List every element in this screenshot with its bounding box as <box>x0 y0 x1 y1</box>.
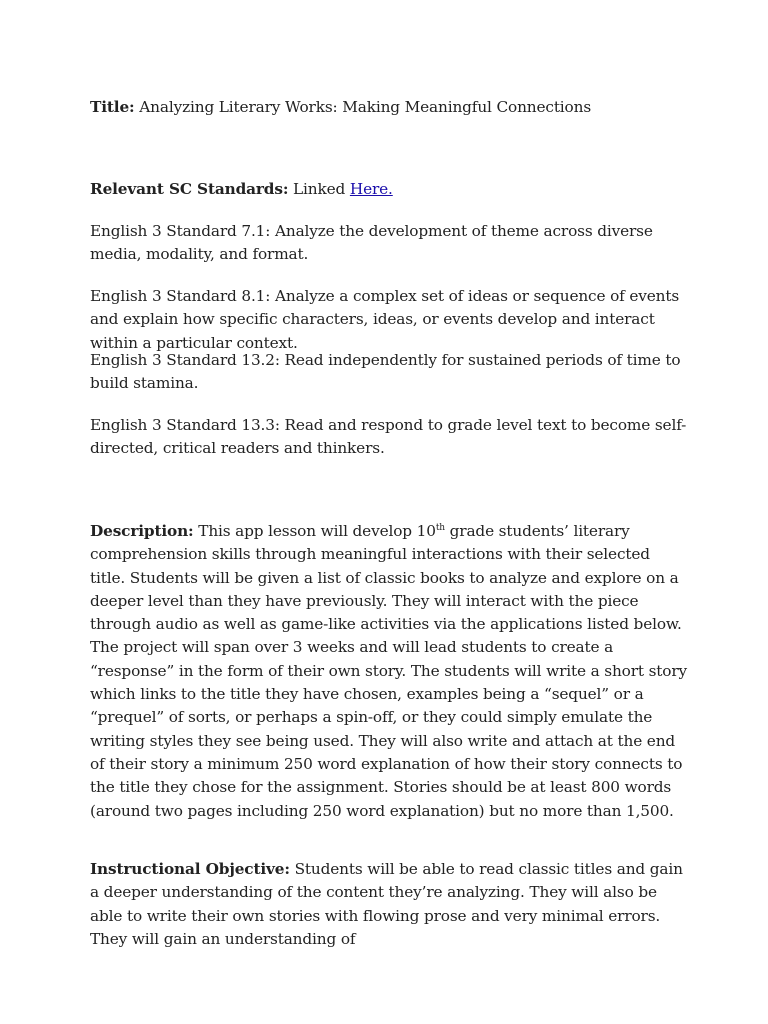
ordinal-suffix: th <box>435 522 445 533</box>
standard-item: English 3 Standard 13.3: Read and respond to grade level text to become self-directed, critical readers and thinkers. <box>90 416 687 458</box>
title-line <box>90 96 688 119</box>
standard-item: English 3 Standard 13.2: Read independently for sustained periods of time to build stamina. <box>90 351 681 393</box>
standards-text: Linked <box>293 180 346 198</box>
standards-link[interactable]: Here. <box>349 180 393 198</box>
description-label: Description: <box>90 522 194 540</box>
description-text-start: This app lesson will develop 10 <box>198 522 436 540</box>
objective-paragraph <box>90 858 688 951</box>
standard-item: English 3 Standard 7.1: Analyze the development of theme across diverse media, modality, and format. <box>90 222 653 264</box>
standards-label: Relevant SC Standards: <box>90 180 289 198</box>
standard-item: English 3 Standard 8.1: Analyze a complex set of ideas or sequence of events and explain how specific characters, ideas, or events develop and interact within a particular context. <box>90 287 680 352</box>
description-text-rest: grade students’ literary comprehension skills through meaningful interactions with their selected title. Students will be given a list of classic books to analyze and explore on a deeper level than they have previously. They will interact with the piece through audio as well as game-like activities via the applications listed below. The project will span over 3 weeks and will lead students to create a “response” in the form of their own story. The students will write a short story which links to the title they have chosen, examples being a “sequel” or a “prequel” of sorts, or perhaps a spin-off, or they could simply emulate the writing styles they see being used. They will also write and attach at the end of their story a minimum 250 word explanation of how their story connects to the title they chose for the assignment. Stories should be at least 800 words (around two pages including 250 word explanation) but no more than 1,500. <box>90 522 688 820</box>
description-paragraph <box>90 520 688 823</box>
objective-text: Students will be able to read classic titles and gain a deeper understanding of the content they’re analyzing. They will also be able to write their own stories with flowing prose and very minimal errors. They will gain an understanding of <box>90 860 683 948</box>
title-label: Title: <box>90 98 135 116</box>
standards-line <box>90 178 688 201</box>
objective-label: Instructional Objective: <box>90 860 290 878</box>
title-text: Analyzing Literary Works: Making Meaningful Connections <box>139 98 592 116</box>
